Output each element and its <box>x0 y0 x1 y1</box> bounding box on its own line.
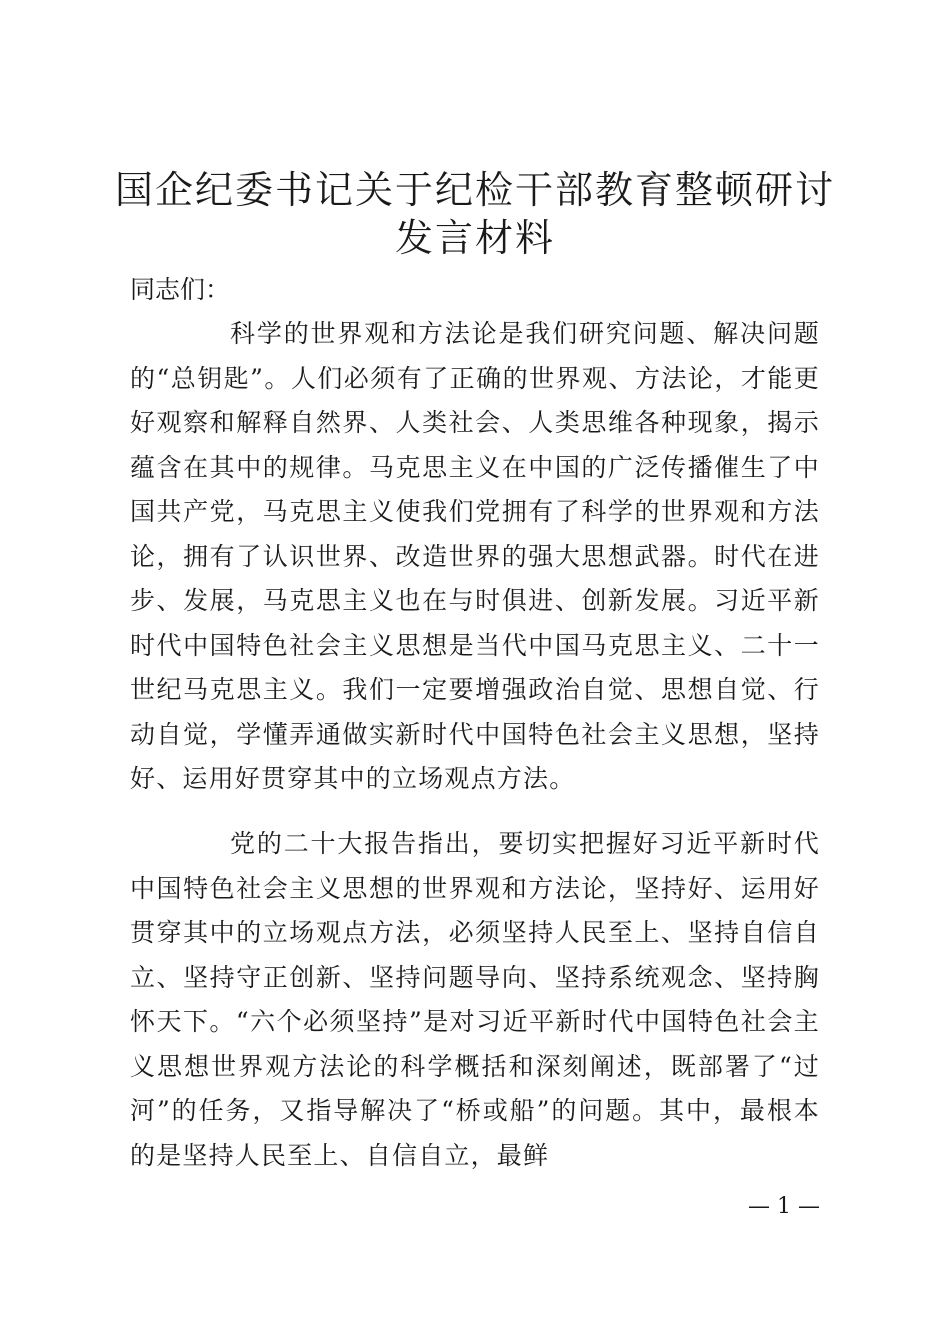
greeting: 同志们： <box>130 275 231 304</box>
paragraph-1: 科学的世界观和方法论是我们研究问题、解决问题的“总钥匙”。人们必须有了正确的世界观、方法论，才能更好观察和解释自然界、人类社会、人类思维各种现象，揭示蕴含在其中的规律。马克思主义在中国的广泛传播催生了中国共产党，马克思主义使我们党拥有了科学的世界观和方法论，拥有了认识世界、改造世界的强大思想武器。时代在进步、发展，马克思主义也在与时俱进、创新发展。习近平新时代中国特色社会主义思想是当代中国马克思主义、二十一世纪马克思主义。我们一定要增强政治自觉、思想自觉、行动自觉，学懂弄通做实新时代中国特色社会主义思想，坚持好、运用好贯穿其中的立场观点方法。 <box>130 319 820 793</box>
document-title: 国企纪委书记关于纪检干部教育整顿研讨发言材料 <box>115 168 836 260</box>
page-number: — 1 — <box>748 1194 820 1219</box>
paragraph-2: 党的二十大报告指出，要切实把握好习近平新时代中国特色社会主义思想的世界观和方法论，坚持好、运用好贯穿其中的立场观点方法，必须坚持人民至上、坚持自信自立、坚持守正创新、坚持问题导向、坚持系统观念、坚持胸怀天下。“六个必须坚持”是对习近平新时代中国特色社会主义思想世界观方法论的科学概括和深刻阐述，既部署了“过河”的任务，又指导解决了“桥或船”的问题。其中，最根本的是坚持人民至上、自信自立，最鲜 <box>130 829 820 1170</box>
